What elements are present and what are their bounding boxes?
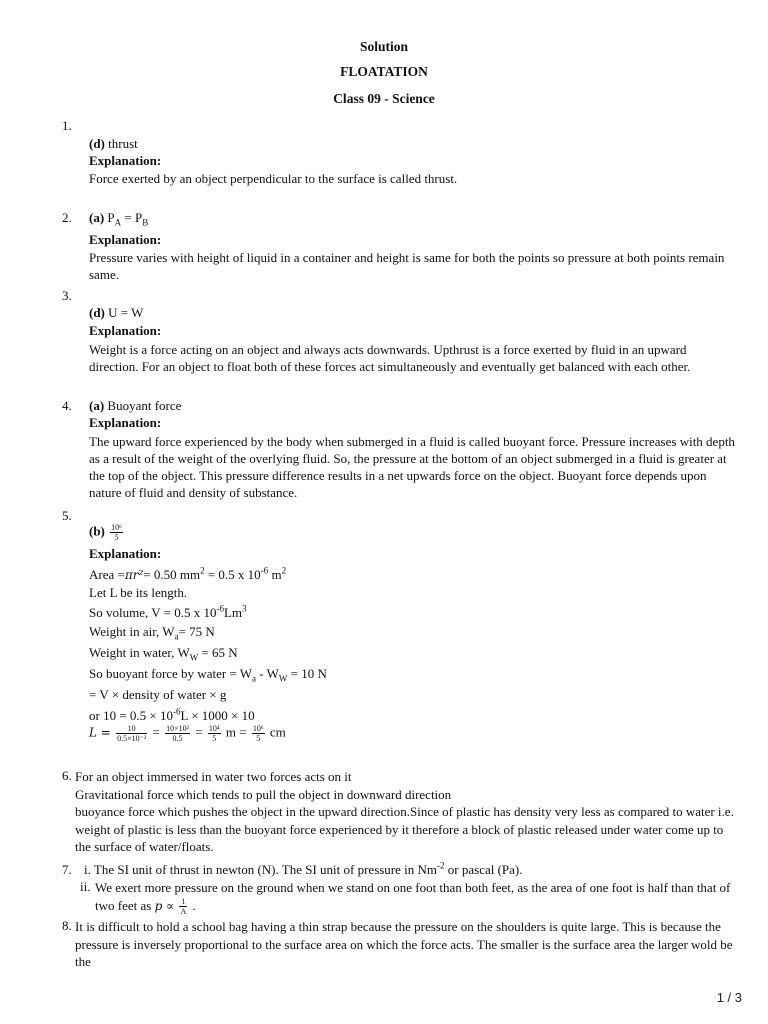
- fraction-denominator: 0.5×10⁻²: [117, 734, 147, 743]
- answer-option: (a): [89, 210, 105, 225]
- doc-heading-topic: FLOATATION: [340, 64, 428, 79]
- unit-text: m =: [225, 724, 247, 740]
- fraction-numerator: 1: [181, 897, 186, 907]
- explanation-label-3: [89, 323, 161, 339]
- let-length-line: Let L be its length.: [89, 585, 188, 600]
- answer-line: buoyance force which pushes the object in the upward direction.Since of plastic has density very less as compared to water i.e. weight of plastic is less than the buoyant force experienced by it therefore a block of plastic released under water come up to the surface of water/floats.: [75, 804, 734, 854]
- math-proportional: p ∝: [154, 898, 175, 913]
- explanation-label: Explanation:: [89, 415, 162, 430]
- superscript: -2: [437, 860, 445, 871]
- explanation-label-2: [89, 232, 161, 248]
- eq-text: Weight in water, W: [89, 645, 190, 660]
- math-pi-r-squared: πr²: [124, 568, 144, 582]
- superscript: -6: [173, 706, 181, 717]
- subscript: a: [174, 631, 179, 642]
- answer-4: [89, 398, 181, 414]
- eq-text: L × 1000 × 10: [180, 708, 255, 723]
- equals-sign: =: [195, 724, 203, 740]
- eq-text: = 65 N: [198, 645, 238, 660]
- density-equation: = V × density of water × g: [89, 687, 227, 702]
- explanation-label-5: [89, 546, 161, 562]
- subscript: W: [278, 673, 288, 684]
- answer-3: [89, 305, 143, 321]
- fraction: [179, 897, 187, 916]
- explanation-text-4: The upward force experienced by the body when submerged in a fluid is called buoyant force. Pressure increases with depth as a result of the weight of the overlying fluid. So, the pressure at the bottom of an object submerged in a fluid is greater at the top of the object. This pressure difference results in a net upwards force on the object. Buoyant force depends upon nature of fluid and density of substance.: [89, 434, 735, 500]
- list-marker-ii: ii.: [80, 879, 91, 894]
- question-number-8: 8.: [62, 918, 72, 933]
- fraction: [252, 724, 265, 743]
- area-equation: [89, 567, 286, 583]
- eq-text: = 0.50 mm: [143, 567, 201, 582]
- explanation-label-1: [89, 153, 161, 169]
- eq-text: = 75 N: [178, 624, 215, 639]
- answer-text: U = W: [108, 305, 144, 320]
- unit-text: cm: [269, 724, 286, 740]
- subscript: B: [142, 217, 149, 228]
- answer-option: (a): [89, 398, 105, 413]
- explanation-label: Explanation:: [89, 546, 162, 561]
- explanation-label-4: [89, 415, 161, 431]
- eq-text: Lm: [223, 605, 243, 620]
- fraction-numerator: 10⁶: [252, 724, 264, 733]
- answer-line: Gravitational force which tends to pull the object in downward direction: [75, 786, 452, 802]
- fraction-numerator: 10: [116, 724, 147, 734]
- answer-option: (b): [89, 523, 105, 539]
- superscript: -6: [260, 565, 269, 576]
- buoyant-force-line: [89, 666, 327, 682]
- answer-5: [89, 523, 125, 542]
- answer-1: [89, 136, 138, 152]
- answer-7-ii: [95, 879, 735, 916]
- explanation-text-2: Pressure varies with height of liquid in a container and height is same for both the points so pressure at both points remain same.: [89, 250, 725, 282]
- answer-line: For an object immersed in water two forces acts on it: [75, 769, 352, 784]
- subscript: a: [252, 673, 257, 684]
- eq-text: or 10 = 0.5 × 10: [89, 708, 173, 723]
- fraction-numerator: 10⁶: [111, 523, 122, 532]
- answer-text: or pascal (Pa).: [444, 862, 523, 877]
- explanation-label: Explanation:: [89, 232, 162, 247]
- solve-equation: [89, 708, 255, 724]
- eq-text: = 0.5 x 10: [204, 567, 261, 582]
- answer-text: thrust: [108, 136, 138, 151]
- answer-option: (d): [89, 136, 105, 151]
- answer-text: We exert more pressure on the ground when we stand on one foot than both feet, as the area of one foot is half than that of two feet as: [95, 880, 731, 913]
- list-marker: i.: [84, 862, 91, 877]
- fraction: [116, 724, 147, 743]
- answer-6: [75, 768, 735, 856]
- superscript: -6: [216, 603, 224, 614]
- fraction-denominator: 5: [256, 734, 261, 743]
- explanation-text-1: Force exerted by an object perpendicular to the surface is called thrust.: [89, 171, 458, 186]
- answer-7-i: [84, 862, 523, 878]
- fraction-denominator: 0.5: [172, 734, 183, 743]
- question-number-7: 7.: [62, 862, 72, 877]
- answer-option: (d): [89, 305, 105, 320]
- eq-text: m: [268, 567, 282, 582]
- explanation-label: Explanation:: [89, 323, 162, 338]
- question-number-4: 4.: [62, 398, 72, 413]
- question-number-2: 2.: [62, 210, 72, 225]
- eq-text: Weight in air, W: [89, 624, 175, 639]
- subscript: A: [114, 217, 122, 228]
- superscript: 3: [242, 603, 247, 614]
- answer-text: = P: [121, 210, 143, 225]
- superscript: 2: [281, 565, 287, 576]
- doc-heading-class: Class 09 - Science: [333, 91, 435, 106]
- fraction-denominator: 5: [114, 533, 119, 542]
- answer-fraction: [110, 523, 123, 542]
- answer-2: [89, 210, 148, 226]
- answer-text: P: [107, 210, 115, 225]
- doc-heading-solution: Solution: [359, 39, 409, 54]
- eq-text: So volume, V = 0.5 x 10: [89, 605, 217, 620]
- eq-text: Area =: [89, 567, 125, 582]
- fraction-denominator: A: [180, 907, 187, 917]
- eq-text: So buoyant force by water = W: [89, 666, 253, 681]
- answer-text: Buoyant force: [107, 398, 182, 413]
- page-indicator: 1 / 3: [716, 990, 742, 1005]
- superscript: 2: [200, 565, 205, 576]
- explanation-text-3: Weight is a force acting on an object and always acts downwards. Upthrust is a force exerted by fluid in an upward direction. For an object to float both of these forces act simultaneously and eventually get balanced with each other.: [89, 342, 691, 374]
- math-L: L =: [89, 725, 111, 740]
- fraction: [208, 724, 221, 743]
- answer-text: The SI unit of thrust in newton (N). The SI unit of pressure in Nm: [93, 862, 438, 877]
- eq-text: = 10 N: [287, 666, 327, 681]
- fraction-numerator: 10×10²: [166, 724, 189, 733]
- fraction-denominator: 5: [212, 734, 217, 743]
- question-number-5: 5.: [62, 508, 72, 523]
- eq-text: - W: [256, 666, 279, 681]
- explanation-label: Explanation:: [89, 153, 162, 168]
- period: .: [192, 897, 196, 913]
- question-number-6: 6.: [62, 768, 72, 783]
- weight-air-line: [89, 624, 215, 640]
- subscript: W: [189, 652, 199, 663]
- weight-water-line: [89, 645, 238, 661]
- question-number-3: 3.: [62, 288, 72, 303]
- answer-8: It is difficult to hold a school bag having a thin strap because the pressure on the shoulders is quite large. This is because the pressure is inversely proportional to the surface area on which the force acts. The smaller is the surface area the larger wold be the: [75, 919, 733, 969]
- length-result-equation: [89, 724, 286, 743]
- equals-sign: =: [152, 724, 160, 740]
- question-number-1: 1.: [62, 118, 72, 133]
- fraction-numerator: 10⁴: [208, 724, 220, 733]
- fraction: [165, 724, 190, 743]
- volume-equation: [89, 605, 247, 621]
